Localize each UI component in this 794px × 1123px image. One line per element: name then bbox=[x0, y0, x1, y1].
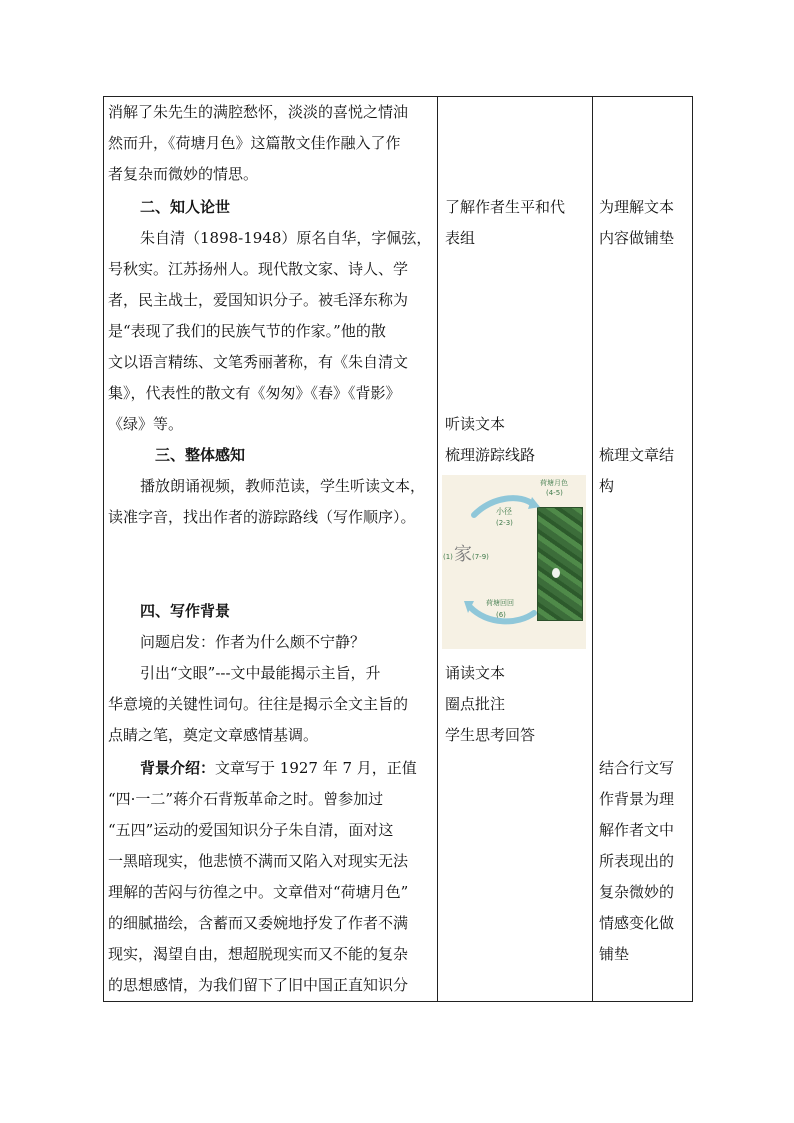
text-line: 结合行文写 bbox=[599, 759, 675, 777]
text-line: 铺垫 bbox=[599, 945, 630, 963]
text-line: 了解作者生平和代 bbox=[445, 198, 566, 216]
text-line: 播放朗诵视频，教师范读，学生听读文本， bbox=[140, 477, 426, 495]
background-label: 背景介绍： bbox=[140, 759, 216, 777]
section-heading-4: 四、写作背景 bbox=[140, 602, 231, 620]
text-line: 者复杂而微妙的情思。 bbox=[108, 165, 259, 183]
diagram-range-path: (2-3) bbox=[496, 519, 513, 527]
diagram-range-home-start: (1) bbox=[443, 553, 453, 561]
diagram-label-path: 小径 bbox=[496, 507, 512, 516]
text-line: 是“表现了我们的民族气节的作家。”他的散 bbox=[108, 322, 386, 340]
text-line: 消解了朱先生的满腔愁怀，淡淡的喜悦之情油 bbox=[108, 103, 409, 121]
text-line: 表组 bbox=[445, 229, 476, 247]
section-heading-2: 二、知人论世 bbox=[140, 198, 231, 216]
diagram-range-pond: (4-5) bbox=[546, 489, 563, 497]
diagram-label-return: 荷塘回回 bbox=[486, 599, 514, 607]
text-line: 的思想感情，为我们留下了旧中国正直知识分 bbox=[108, 976, 409, 994]
text-line: 诵读文本 bbox=[445, 664, 506, 682]
text-line: 为理解文本 bbox=[599, 198, 675, 216]
text-line: 听读文本 bbox=[445, 415, 506, 433]
section-heading-3: 三、整体感知 bbox=[155, 446, 246, 464]
text-line: 点睛之笔，奠定文章感情基调。 bbox=[108, 726, 319, 744]
text-line: 所表现出的 bbox=[599, 852, 675, 870]
text-line: 学生思考回答 bbox=[445, 726, 536, 744]
text-line: 《绿》等。 bbox=[108, 415, 184, 433]
text-line: 圈点批注 bbox=[445, 695, 506, 713]
diagram-label-home: 家 bbox=[454, 544, 472, 565]
text-line: 解作者文中 bbox=[599, 821, 675, 839]
text-line: 复杂微妙的 bbox=[599, 883, 675, 901]
text-line: 情感变化做 bbox=[599, 914, 675, 932]
text-line: “四·一二”蒋介石背叛革命之时。曾参加过 bbox=[108, 790, 384, 808]
text-line: 然而升，《荷塘月色》这篇散文佳作融入了作 bbox=[108, 134, 401, 152]
text-line: 华意境的关键性词句。往往是揭示全文主旨的 bbox=[108, 695, 409, 713]
text-line: 集》，代表性的散文有《匆匆》《春》《背影》 bbox=[108, 384, 401, 402]
text-line: 问题启发：作者为什么颇不宁静？ bbox=[140, 633, 366, 651]
text-line: 理解的苦闷与彷徨之中。文章借对“荷塘月色” bbox=[108, 883, 409, 901]
text-line: 一黑暗现实，他悲愤不满而又陷入对现实无法 bbox=[108, 852, 409, 870]
diagram-label-pond: 荷塘月色 bbox=[540, 479, 568, 487]
text-line: 构 bbox=[599, 477, 615, 495]
student-activity-cell bbox=[438, 97, 593, 1002]
background-text: 文章写于 1927 年 7 月，正值 bbox=[215, 759, 417, 777]
text-line: 读准字音，找出作者的游踪路线（写作顺序）。 bbox=[108, 508, 416, 526]
route-diagram bbox=[442, 475, 586, 649]
text-line: 号秋实。江苏扬州人。现代散文家、诗人、学 bbox=[108, 260, 409, 278]
diagram-range-home-end: (7-9) bbox=[472, 553, 489, 561]
text-line: 者，民主战士，爱国知识分子。被毛泽东称为 bbox=[108, 291, 409, 309]
text-line: 现实，渴望自由，想超脱现实而又不能的复杂 bbox=[108, 945, 409, 963]
diagram-range-return: (6) bbox=[496, 611, 506, 619]
text-line: 朱自清（1898-1948）原名自华，字佩弦， bbox=[140, 229, 432, 247]
text-line: 引出“文眼”---文中最能揭示主旨，升 bbox=[140, 664, 381, 682]
text-line: “五四”运动的爱国知识分子朱自清，面对这 bbox=[108, 821, 394, 839]
text-line: 内容做铺垫 bbox=[599, 229, 675, 247]
text-line: 的细腻描绘，含蓄而又委婉地抒发了作者不满 bbox=[108, 914, 409, 932]
lesson-plan-table bbox=[103, 96, 693, 1002]
text-line: 梳理文章结 bbox=[599, 446, 675, 464]
text-line bbox=[108, 753, 417, 784]
text-line: 文以语言精练、文笔秀丽著称，有《朱自清文 bbox=[108, 353, 409, 371]
text-line: 作背景为理 bbox=[599, 790, 675, 808]
teaching-content-cell bbox=[104, 97, 438, 1002]
design-intent-cell bbox=[593, 97, 693, 1002]
table-row bbox=[104, 97, 693, 1002]
text-line: 梳理游踪线路 bbox=[445, 446, 536, 464]
